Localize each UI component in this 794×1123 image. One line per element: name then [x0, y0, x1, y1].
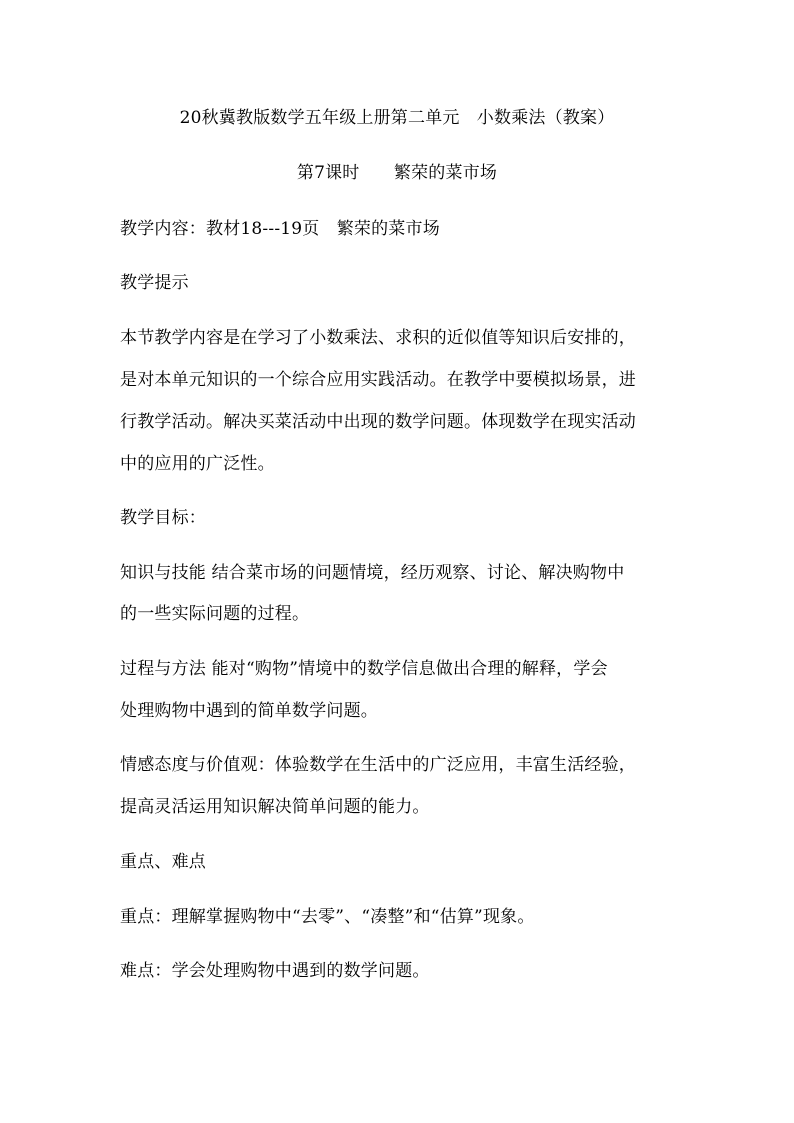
hint-paragraph-line: 行教学活动。解决买菜活动中出现的数学问题。体现数学在现实活动: [120, 412, 636, 432]
hint-heading: 教学提示: [120, 273, 189, 293]
goals-heading: 教学目标：: [120, 508, 206, 528]
goal-knowledge-line: 的一些实际问题的过程。: [120, 604, 310, 624]
hint-paragraph-line: 中的应用的广泛性。: [120, 454, 275, 474]
document-title: 20秋冀教版数学五年级上册第二单元 小数乘法（教案）: [179, 108, 615, 128]
goal-process-line: 过程与方法 能对“购物”情境中的数学信息做出合理的解释，学会: [120, 659, 608, 679]
difficult-point: 难点：学会处理购物中遇到的数学问题。: [120, 961, 430, 981]
goal-knowledge-line: 知识与技能 结合菜市场的问题情境，经历观察、讨论、解决购物中: [120, 563, 625, 583]
key-point: 重点：理解掌握购物中“去零”、“凑整”和“估算”现象。: [120, 907, 535, 927]
goal-attitude-line: 情感态度与价值观：体验数学在生活中的广泛应用，丰富生活经验，: [120, 755, 636, 775]
goal-process-line: 处理购物中遇到的简单数学问题。: [120, 701, 378, 721]
hint-paragraph-line: 是对本单元知识的一个综合应用实践活动。在教学中要模拟场景，进: [120, 370, 636, 390]
hint-paragraph-line: 本节教学内容是在学习了小数乘法、求积的近似值等知识后安排的，: [120, 328, 636, 348]
lesson-subtitle: 第7课时 繁荣的菜市场: [296, 163, 498, 183]
teaching-content: 教学内容：教材18---19页 繁荣的菜市场: [120, 219, 440, 239]
goal-attitude-line: 提高灵活运用知识解决简单问题的能力。: [120, 797, 430, 817]
key-heading: 重点、难点: [120, 852, 206, 872]
